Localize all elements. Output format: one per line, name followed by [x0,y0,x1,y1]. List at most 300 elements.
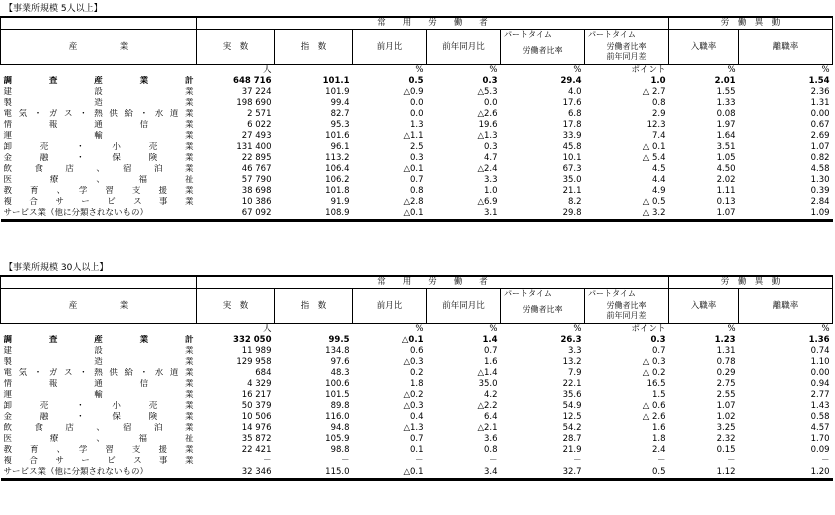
cell-yoy: △5.3 [477,87,498,97]
cell-hire: 1.07 [716,401,736,411]
cell-sep: 2.77 [810,390,830,400]
cell-yoy: △6.9 [477,197,498,207]
unit-label: % [669,324,739,336]
unit-label [275,65,353,77]
industry-name: 教 育 、 学 習 支 援 業 [3,186,194,196]
cell-hire: 1.23 [714,335,736,345]
cell-pt: 8.2 [567,197,582,207]
cell-ptd: 2.9 [652,109,666,119]
header-regular-workers: 常 用 労 働 者 [197,276,669,289]
cell-yoy: 0.7 [483,346,498,356]
unit-label [275,324,353,336]
cell-yoy: 0.3 [483,142,498,152]
table-row [1,379,833,390]
pt2-label: パートタイム [588,30,636,39]
table-row [1,434,833,445]
industry-name: 医 療 、 福 祉 [3,434,194,444]
cell-index: 96.1 [330,142,350,152]
cell-sep: 1.36 [808,335,830,345]
cell-pt: 17.6 [562,98,582,108]
pt2-label: パートタイム [588,289,636,298]
cell-sep: 1.20 [739,467,833,480]
header-industry: 産 業 [1,289,197,324]
cell-actual: 198 690 [236,98,272,108]
header-yoy: 前年同月比 [427,30,501,65]
cell-ptd: △ 5.4 [642,153,666,163]
table-row [1,412,833,423]
cell-actual: 37 224 [241,87,272,97]
cell-actual: 50 379 [241,401,272,411]
cell-mom: 0.0 [409,109,424,119]
cell-index: 106.4 [325,164,350,174]
industry-name: 運 輸 業 [3,390,194,400]
table-row [1,368,833,379]
cell-yoy: 1.0 [483,186,498,196]
cell-index: 101.5 [325,390,350,400]
cell-ptd: 4.4 [652,175,666,185]
cell-ptd: 4.9 [652,186,666,196]
cell-hire: 1.02 [716,412,736,422]
cell-actual: 22 421 [241,445,272,455]
cell-hire: 2.75 [716,379,736,389]
cell-hire: 0.13 [716,197,736,207]
cell-pt: 21.1 [562,186,582,196]
cell-index: 108.9 [275,208,353,221]
table-row [1,98,833,109]
cell-ptd: 4.5 [652,164,666,174]
cell-hire: 4.50 [716,164,736,174]
cell-yoy: 4.2 [483,390,498,400]
cell-mom: △0.2 [403,390,424,400]
cell-actual: 648 716 [233,76,272,86]
industry-name: 製 造 業 [3,98,194,108]
cell-sep: 0.94 [810,379,830,389]
cell-yoy: 6.4 [483,412,498,422]
cell-actual: 684 [255,368,272,378]
table-row [1,76,833,87]
cell-index: 97.6 [330,357,350,367]
cell-actual: 11 989 [241,346,272,356]
cell-yoy: － [488,456,498,466]
cell-mom: △2.8 [403,197,424,207]
cell-pt: 35.6 [562,390,582,400]
cell-hire: 2.01 [714,76,736,86]
cell-hire: 0.78 [716,357,736,367]
pt2-diff: 前年同月差 [606,52,647,61]
table-row [1,390,833,401]
industry-name: 電気・ガス・熱供給・水道業 [3,109,194,119]
cell-index: 82.7 [330,109,350,119]
industry-name: 卸 売 ・ 小 売 業 [3,401,194,411]
industry-name: 電気・ガス・熱供給・水道業 [3,368,194,378]
industry-name: 情 報 通 信 業 [3,120,194,130]
cell-yoy: 3.3 [483,175,498,185]
cell-pt: 54.2 [562,423,582,433]
cell-mom: △0.1 [353,208,427,221]
cell-index: 95.3 [330,120,350,130]
header-mom: 前月比 [353,289,427,324]
cell-yoy: 3.6 [483,434,498,444]
header-labor-turnover: 労 働 異 動 [669,276,833,289]
cell-mom: △0.1 [403,164,424,174]
header-yoy: 前年同月比 [427,289,501,324]
cell-sep: 1.30 [810,175,830,185]
cell-mom: △0.3 [403,401,424,411]
statistics-table [0,16,833,222]
cell-hire: 1.31 [716,346,736,356]
cell-yoy: △2.4 [477,164,498,174]
table-row [1,335,833,346]
cell-sep: 0.00 [810,109,830,119]
cell-hire: 0.29 [716,368,736,378]
cell-sep: 2.36 [810,87,830,97]
cell-hire: 2.32 [716,434,736,444]
header-actual: 実 数 [197,30,275,65]
cell-actual: 14 976 [241,423,272,433]
cell-actual: 22 895 [241,153,272,163]
header-part-time-diff [585,30,669,65]
table-row [1,120,833,131]
unit-label: 人 [197,324,275,336]
cell-yoy: 1.4 [482,335,498,345]
industry-name: サービス業（他に分類されないもの） [1,208,197,221]
cell-pt: 4.0 [567,87,582,97]
header-part-time-ratio [501,289,585,324]
cell-yoy: 0.0 [483,98,498,108]
section-5-plus [0,2,835,222]
cell-sep: 4.58 [810,164,830,174]
cell-actual: 6 022 [247,120,272,130]
cell-pt: 54.9 [562,401,582,411]
cell-ptd: 0.3 [650,335,666,345]
cell-pt: 28.7 [562,434,582,444]
unit-label: ポイント [585,65,669,77]
cell-pt: 26.3 [560,335,582,345]
cell-index: 101.9 [325,87,350,97]
cell-index: 91.9 [330,197,350,207]
cell-mom: 0.4 [409,412,424,422]
industry-name: 金 融 ・ 保 険 業 [3,153,194,163]
section-title: 【事業所規模 5人以上】 [4,4,103,14]
unit-label: ポイント [585,324,669,336]
cell-pt: 29.8 [501,208,585,221]
cell-yoy: △2.2 [477,401,498,411]
pt2-diff: 前年同月差 [606,311,647,320]
pt2-ratio: 労働者比率 [606,301,647,310]
table-row [1,357,833,368]
cell-index: 101.8 [325,186,350,196]
cell-pt: 17.8 [562,120,582,130]
unit-label: % [501,65,585,77]
cell-pt: 7.9 [567,368,582,378]
cell-mom: 0.3 [409,153,424,163]
table-row [1,164,833,175]
cell-actual: － [262,456,272,466]
cell-index: 134.8 [325,346,350,356]
cell-pt: 12.5 [562,412,582,422]
cell-actual: 57 790 [241,175,272,185]
cell-pt: 33.9 [562,131,582,141]
table-row [1,467,833,480]
cell-index: 105.9 [325,434,350,444]
header-labor-turnover: 労 働 異 動 [669,17,833,30]
industry-name: サービス業（他に分類されないもの） [1,467,197,480]
cell-mom: 0.7 [409,175,424,185]
header-hire-rate: 入職率 [669,30,739,65]
cell-sep: － [821,456,830,466]
cell-mom: 0.2 [409,368,424,378]
table-row [1,109,833,120]
cell-hire: 1.64 [716,131,736,141]
cell-pt: 45.8 [562,142,582,152]
cell-actual: 16 217 [241,390,272,400]
cell-mom: 0.6 [409,346,424,356]
cell-mom: － [414,456,424,466]
unit-label: % [427,65,501,77]
cell-ptd: △ 3.2 [585,208,669,221]
cell-mom: 1.8 [409,379,424,389]
cell-actual: 129 958 [236,357,272,367]
cell-pt: 29.4 [560,76,582,86]
industry-name: 運 輸 業 [3,131,194,141]
cell-actual: 35 872 [241,434,272,444]
cell-ptd: △ 2.7 [642,87,666,97]
pt2-ratio: 労働者比率 [606,42,647,51]
cell-yoy: △2.6 [477,109,498,119]
unit-label: % [501,324,585,336]
cell-actual: 131 400 [236,142,272,152]
cell-index: 99.5 [328,335,350,345]
unit-label: % [353,65,427,77]
section-30-plus [0,261,835,481]
pt-label: パートタイム [504,30,552,39]
cell-pt: 10.1 [562,153,582,163]
cell-pt: 6.8 [567,109,582,119]
cell-yoy: 0.8 [483,445,498,455]
cell-sep: 2.69 [810,131,830,141]
cell-mom: 0.1 [409,445,424,455]
cell-actual: 46 767 [241,164,272,174]
cell-ptd: △ 0.6 [642,401,666,411]
cell-hire: 3.25 [716,423,736,433]
cell-ptd: 16.5 [646,379,666,389]
table-row [1,87,833,98]
table-row [1,153,833,164]
header-separation-rate: 離職率 [739,289,833,324]
cell-yoy: 35.0 [478,379,498,389]
cell-ptd: △ 2.6 [642,412,666,422]
cell-hire: 1.05 [716,153,736,163]
cell-sep: 2.84 [810,197,830,207]
cell-mom: 0.5 [408,76,424,86]
cell-index: 98.8 [330,445,350,455]
cell-sep: 1.07 [810,142,830,152]
cell-ptd: 1.6 [652,423,666,433]
cell-sep: 1.70 [810,434,830,444]
cell-hire: 1.12 [669,467,739,480]
cell-index: 94.8 [330,423,350,433]
cell-pt: 22.1 [562,379,582,389]
cell-yoy: 3.4 [427,467,501,480]
cell-ptd: 1.5 [652,390,666,400]
header-index: 指 数 [275,30,353,65]
industry-name: 調 査 産 業 計 [3,76,194,86]
cell-actual: 38 698 [241,186,272,196]
cell-ptd: 1.8 [652,434,666,444]
cell-index: 89.8 [330,401,350,411]
cell-index: 113.2 [325,153,350,163]
cell-hire: 1.55 [716,87,736,97]
industry-name: 複 合 サ ー ビ ス 事 業 [3,197,194,207]
cell-yoy: 0.3 [482,76,498,86]
cell-yoy: △1.3 [477,131,498,141]
cell-hire: 1.07 [669,208,739,221]
table-row [1,131,833,142]
pt-ratio: 労働者比率 [522,305,563,314]
cell-hire: 1.33 [716,98,736,108]
cell-yoy: 3.1 [427,208,501,221]
cell-actual: 2 571 [247,109,272,119]
cell-sep: 1.43 [810,401,830,411]
cell-actual: 332 050 [233,335,272,345]
cell-sep: 0.74 [810,346,830,356]
header-hire-rate: 入職率 [669,289,739,324]
cell-sep: 4.57 [810,423,830,433]
cell-mom: △0.3 [403,357,424,367]
cell-index: 100.6 [325,379,350,389]
cell-index: 116.0 [325,412,350,422]
table-row [1,142,833,153]
cell-ptd: △ 0.2 [642,368,666,378]
header-actual: 実 数 [197,289,275,324]
cell-hire: 2.55 [716,390,736,400]
unit-label: % [739,65,833,77]
unit-label: 人 [197,65,275,77]
industry-name: 情 報 通 信 業 [3,379,194,389]
cell-pt: 3.3 [567,346,582,356]
industry-name: 飲 食 店 、 宿 泊 業 [3,164,194,174]
industry-name: 金 融 ・ 保 険 業 [3,412,194,422]
industry-name: 教 育 、 学 習 支 援 業 [3,445,194,455]
cell-hire: 3.51 [716,142,736,152]
cell-hire: 1.11 [716,186,736,196]
cell-mom: 0.8 [409,186,424,196]
cell-actual: 27 493 [241,131,272,141]
header-index: 指 数 [275,289,353,324]
cell-hire: 0.08 [716,109,736,119]
industry-name: 飲 食 店 、 宿 泊 業 [3,423,194,433]
cell-pt: 32.7 [501,467,585,480]
cell-mom: △1.1 [403,131,424,141]
unit-label: % [353,324,427,336]
cell-actual: 67 092 [197,208,275,221]
table-row [1,445,833,456]
cell-hire: 0.15 [716,445,736,455]
table-row [1,423,833,434]
table-row [1,197,833,208]
cell-actual: 10 386 [241,197,272,207]
cell-ptd: 0.5 [585,467,669,480]
industry-name: 建 設 業 [3,346,194,356]
cell-index: 115.0 [275,467,353,480]
cell-ptd: 2.4 [652,445,666,455]
cell-mom: 2.5 [409,142,424,152]
pt-label: パートタイム [504,289,552,298]
cell-pt: － [572,456,582,466]
cell-index: 106.2 [325,175,350,185]
cell-pt: 35.0 [562,175,582,185]
header-part-time-diff [585,289,669,324]
cell-sep: 1.54 [808,76,830,86]
industry-name: 調 査 産 業 計 [3,335,194,345]
cell-sep: 0.00 [810,368,830,378]
cell-index: 48.3 [330,368,350,378]
cell-pt: 21.9 [562,445,582,455]
cell-pt: 13.2 [562,357,582,367]
cell-ptd: △ 0.3 [642,357,666,367]
cell-mom: △0.9 [403,87,424,97]
cell-yoy: △2.1 [477,423,498,433]
cell-sep: 1.09 [739,208,833,221]
cell-index: 101.6 [325,131,350,141]
cell-ptd: 7.4 [652,131,666,141]
table-row [1,456,833,467]
table-row [1,175,833,186]
cell-sep: 0.67 [810,120,830,130]
cell-yoy: 1.6 [483,357,498,367]
cell-sep: 0.58 [810,412,830,422]
cell-ptd: 0.8 [652,98,666,108]
cell-yoy: △1.4 [477,368,498,378]
header-separation-rate: 離職率 [739,30,833,65]
cell-actual: 4 329 [247,379,272,389]
industry-name: 製 造 業 [3,357,194,367]
table-row [1,186,833,197]
cell-actual: 32 346 [197,467,275,480]
cell-index: 99.4 [330,98,350,108]
cell-sep: 1.31 [810,98,830,108]
cell-yoy: 19.6 [478,120,498,130]
cell-ptd: △ 0.1 [642,142,666,152]
cell-mom: △0.1 [401,335,424,345]
cell-index: 101.1 [322,76,350,86]
industry-name: 複 合 サ ー ビ ス 事 業 [3,456,194,466]
cell-sep: 0.82 [810,153,830,163]
cell-ptd: △ 0.5 [642,197,666,207]
cell-mom: △1.3 [403,423,424,433]
cell-hire: － [727,456,736,466]
industry-name: 医 療 、 福 祉 [3,175,194,185]
cell-mom: 0.7 [409,434,424,444]
industry-name: 卸 売 ・ 小 売 業 [3,142,194,152]
unit-label: % [669,65,739,77]
cell-sep: 0.39 [810,186,830,196]
cell-actual: 10 506 [241,412,272,422]
cell-ptd: － [657,456,666,466]
table-row [1,208,833,221]
cell-hire: 2.02 [716,175,736,185]
cell-mom: 1.3 [409,120,424,130]
cell-mom: △0.1 [353,467,427,480]
header-part-time-ratio [501,30,585,65]
cell-pt: 67.3 [562,164,582,174]
cell-ptd: 1.0 [650,76,666,86]
statistics-table [0,275,833,481]
header-regular-workers: 常 用 労 働 者 [197,17,669,30]
cell-ptd: 0.7 [652,346,666,356]
table-row [1,401,833,412]
cell-hire: 1.97 [716,120,736,130]
